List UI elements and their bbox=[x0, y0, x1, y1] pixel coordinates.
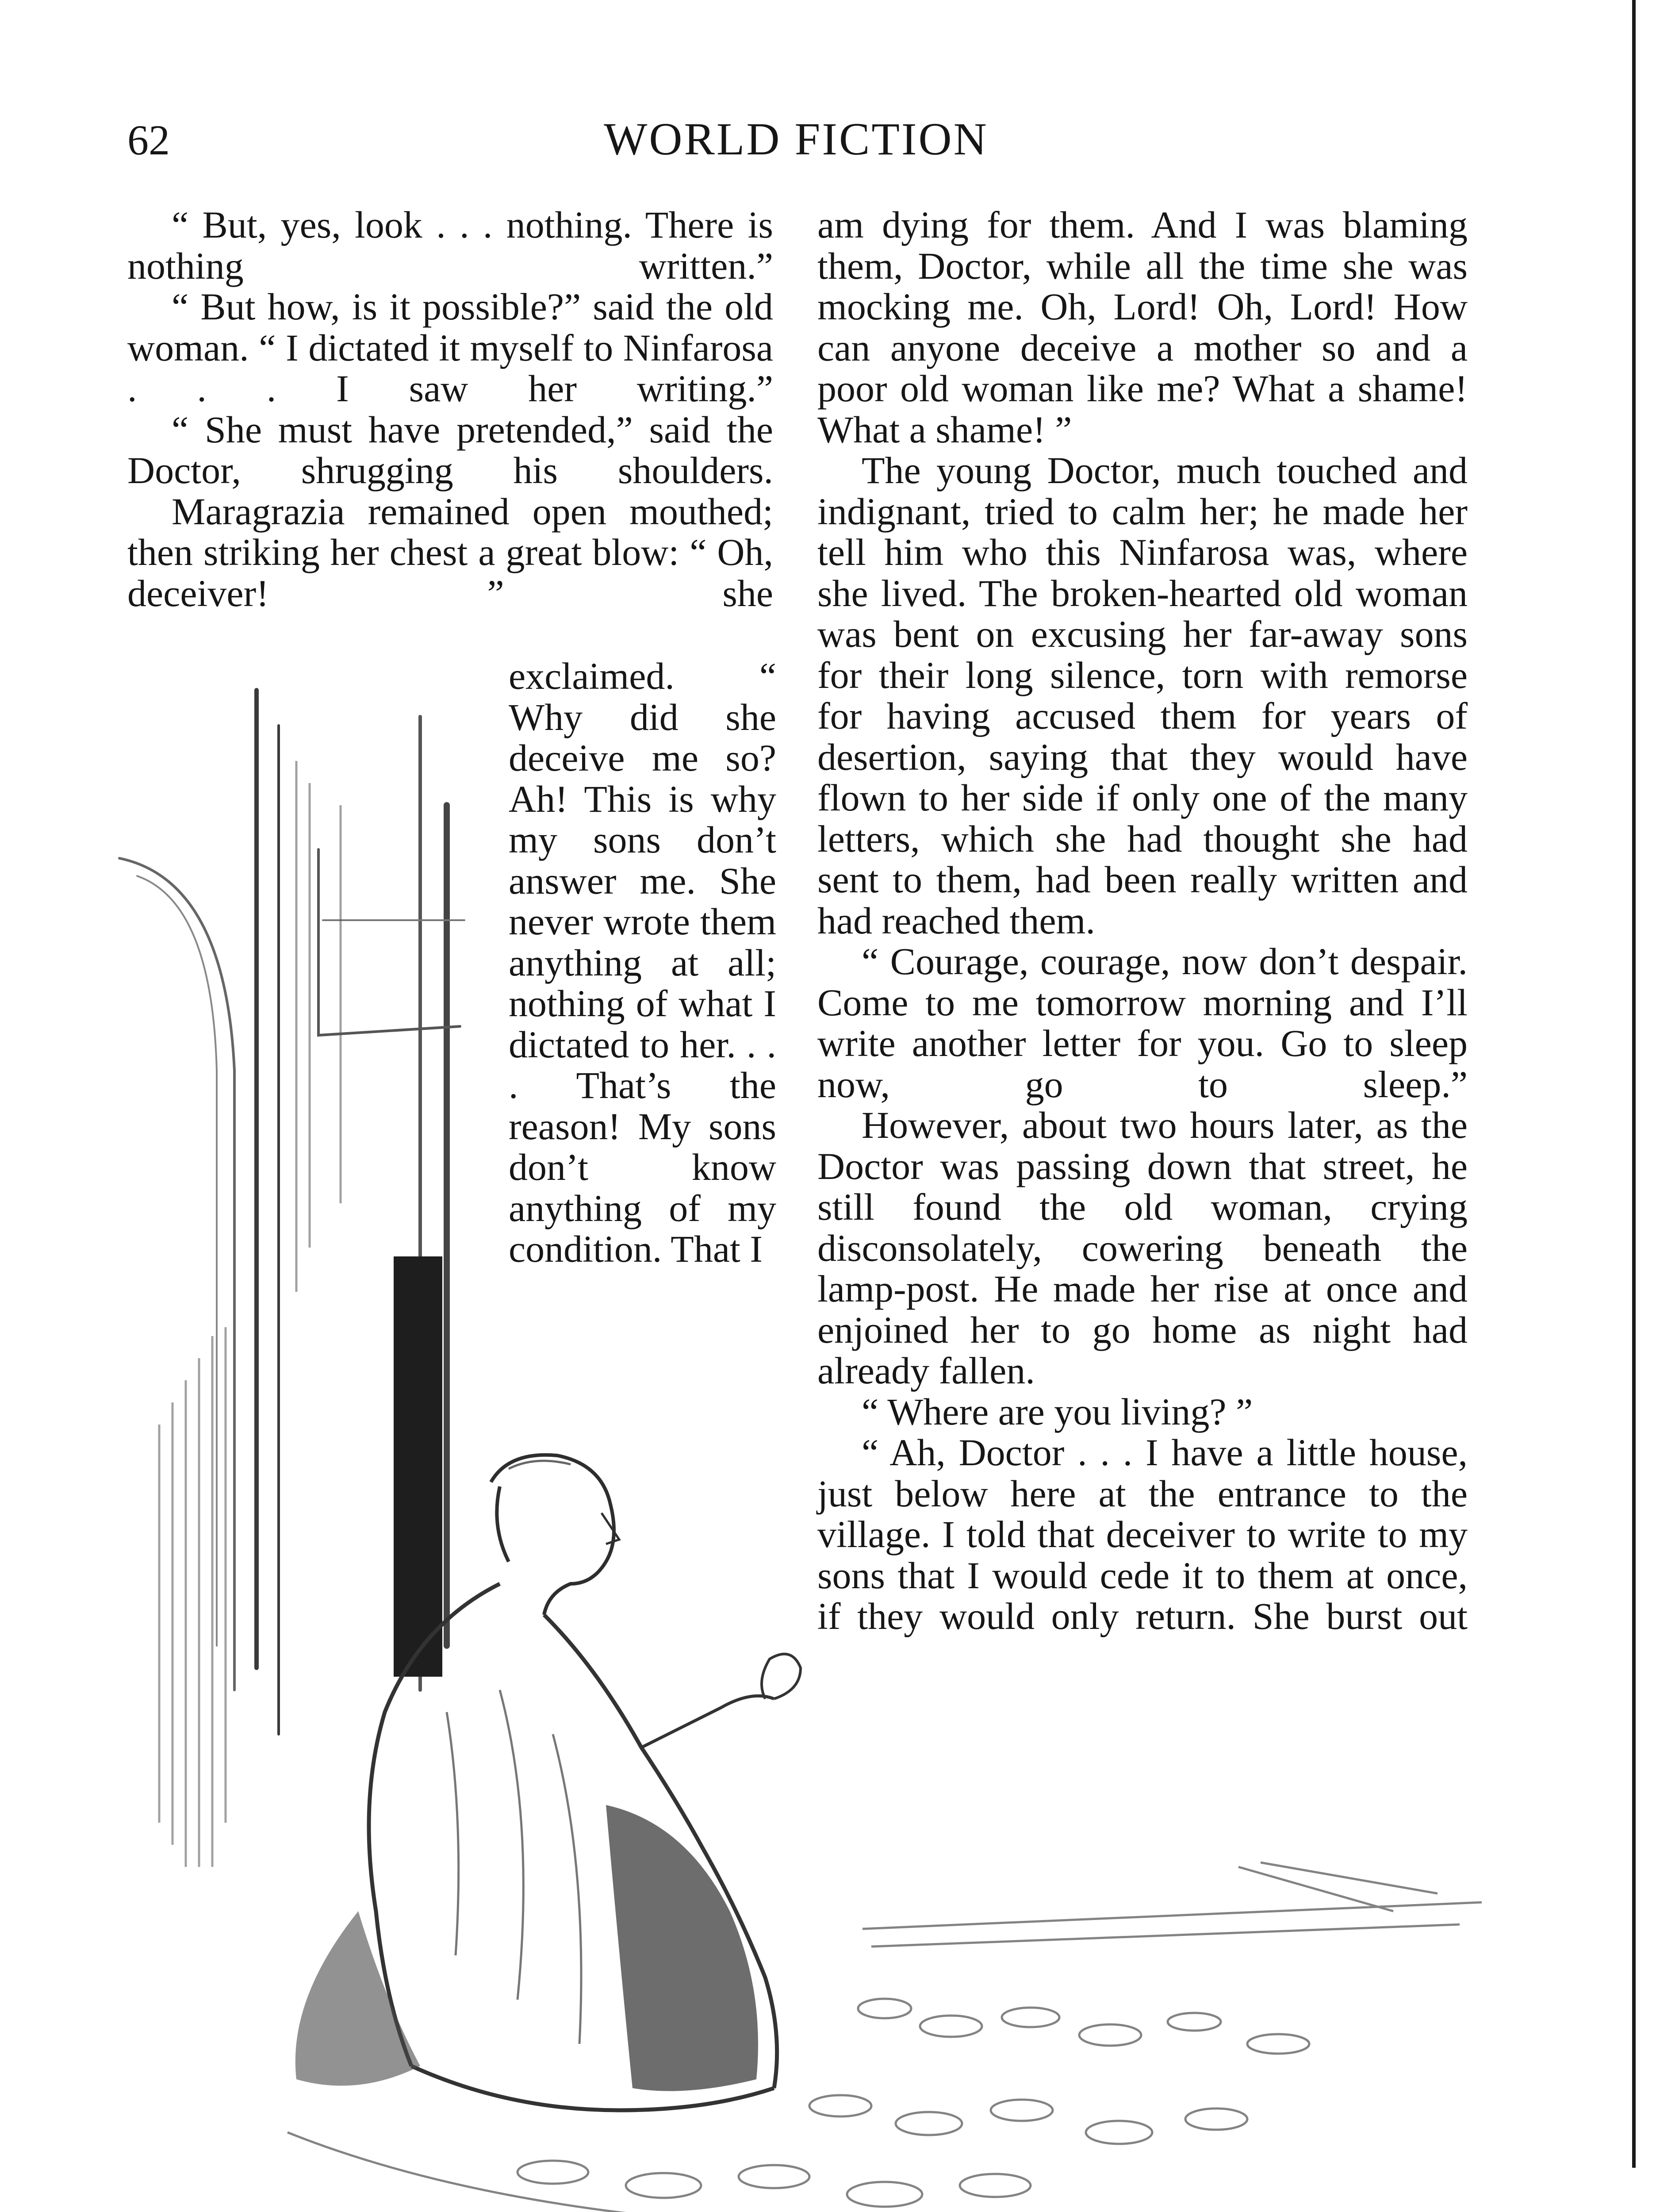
page-number: 62 bbox=[127, 116, 170, 164]
paragraph: “ But, yes, look . . . nothing. There is nothing written.” bbox=[127, 204, 773, 287]
paragraph: “ Where are you living? ” bbox=[862, 1390, 1253, 1433]
paragraph: “ Courage, courage, now don’t despair. Come to me tomorrow morning and I’ll write another letter for you. Go to sleep now, go to sleep.” bbox=[817, 940, 1468, 1106]
paragraph: “ She must have pretended,” said the Doctor, shrugging his shoulders. bbox=[127, 408, 773, 492]
right-column bbox=[817, 204, 1468, 1637]
paragraph: exclaimed. “ Why did she deceive me so? Ah! This is why my sons don’t answer me. She never wrote them anything at all; nothing of what I dictated to her. . . . That’s the reason! My sons don’t know anything of my condition. That I bbox=[509, 655, 776, 1270]
paragraph: The young Doctor, much touched and indignant, tried to calm her; he made her tell him who this Ninfarosa was, where she lived. The broken-hearted old woman was bent on excusing her far-away sons for their long silence, torn with remorse for having accused them for years of desertion, saying that they would have flown to her side if only one of the many letters, which she had thought she had sent to them, had been really written and had reached them. bbox=[817, 449, 1468, 942]
left-column bbox=[127, 204, 773, 614]
left-column-narrow bbox=[509, 656, 776, 1270]
paragraph: “ But how, is it possible?” said the old woman. “ I dictated it myself to Ninfarosa . . . I saw her writing.” bbox=[127, 285, 773, 410]
paragraph: However, about two hours later, as the Doctor was passing down that street, he still found the old woman, crying disconsolately, cowering beneath the lamp-post. He made her rise at once and enjoined her to go home as night had already fallen. bbox=[817, 1104, 1468, 1392]
paragraph: “ Ah, Doctor . . . I have a little house, just below here at the entrance to the village. I told that deceiver to write to my sons that I would cede it to them at once, if they would only return. She burst out bbox=[817, 1431, 1468, 1637]
running-title: WORLD FICTION bbox=[604, 114, 989, 165]
page-edge-shadow bbox=[1632, 0, 1636, 2168]
paragraph: Maragrazia remained open mouthed; then striking her chest a great blow: “ Oh, deceiver! ” she bbox=[127, 490, 773, 614]
paragraph: am dying for them. And I was blaming them, Doctor, while all the time she was mocking me. Oh, Lord! Oh, Lord! How can anyone deceive a mother so and a poor old woman like me? What a shame! What a shame! ” bbox=[817, 204, 1468, 451]
